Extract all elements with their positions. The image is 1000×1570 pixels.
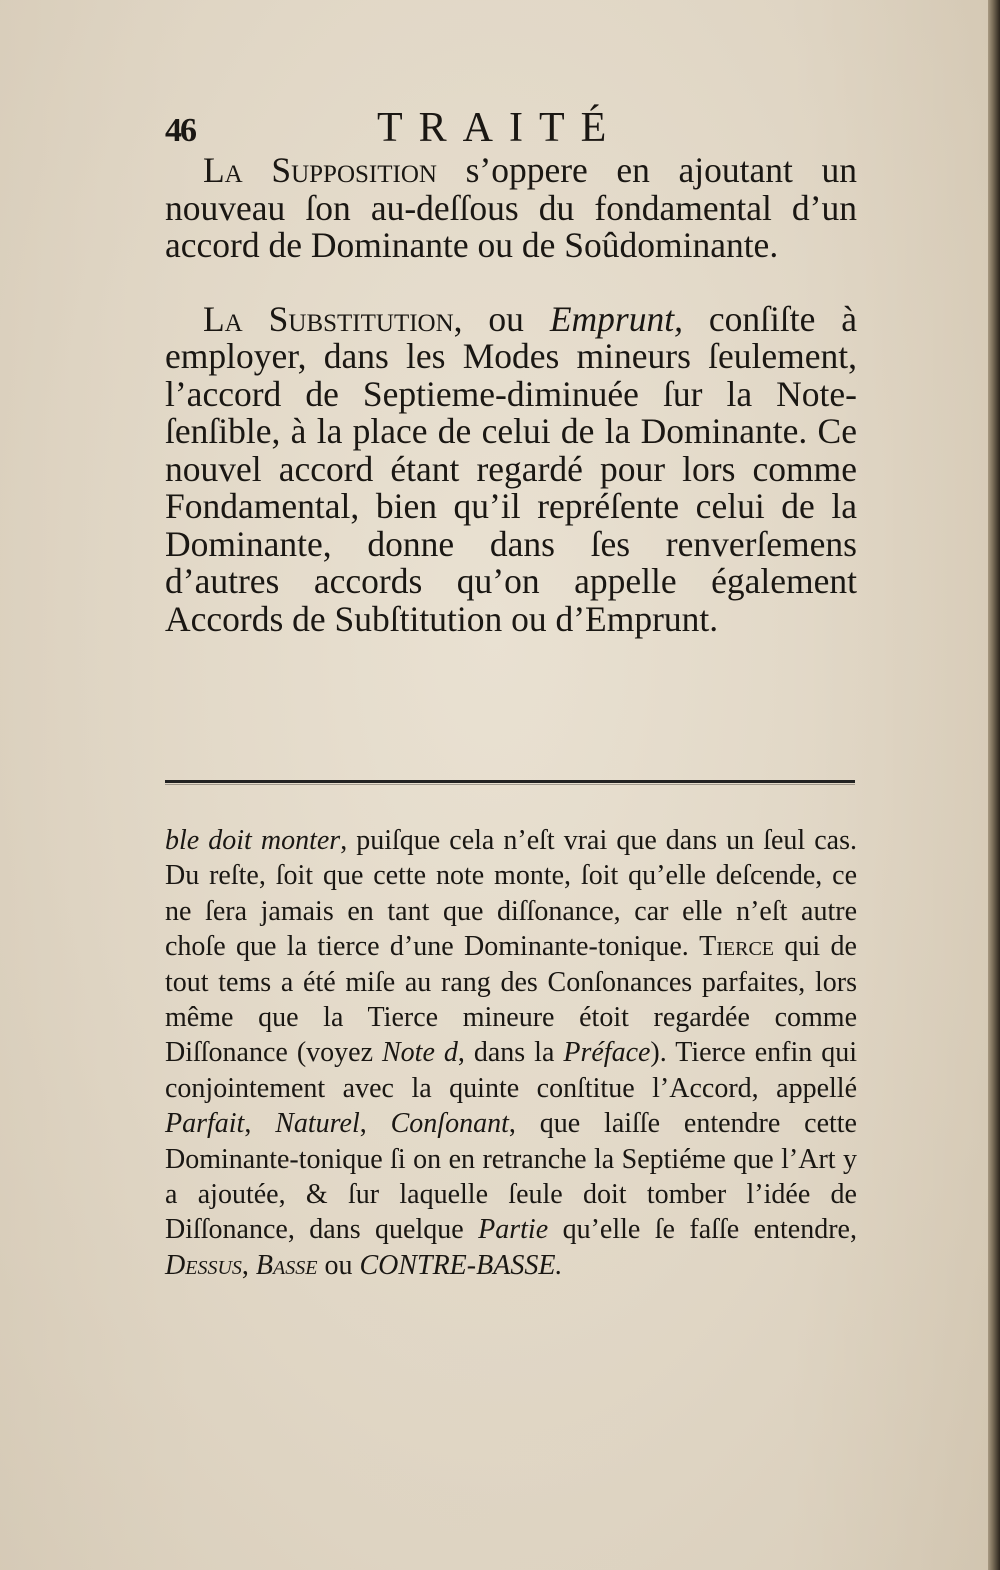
footnote-term-consonant: Conſonant bbox=[390, 1108, 509, 1140]
footnote-run: qu’elle ſe faſſe entendre, bbox=[548, 1214, 857, 1246]
page-number: 46 bbox=[165, 112, 195, 149]
paragraph-substitution bbox=[165, 298, 857, 639]
term-emprunt: Emprunt, bbox=[549, 298, 683, 339]
running-title: TRAITÉ bbox=[377, 105, 623, 151]
footnote-run: , puiſque cela n’eſt vrai que dans un ſeul cas. Du reſte, ſoit que cette note monte, ſoit qu’elle deſcende, ce ne ſera jamais en tant que diſſonance, car elle n’eſt autre choſe que la tierce d’une Dominante-tonique. bbox=[165, 825, 857, 963]
footnote-run: ou bbox=[317, 1249, 360, 1281]
book-edge-shadow bbox=[988, 0, 1000, 1570]
footnote-run: , bbox=[241, 1249, 256, 1281]
paragraph-substitution-text: conſiſte à employer, dans les Modes mineurs ſeulement, l’accord de Septieme-diminuée ſur la Note-ſenſible, à la place de celui de la Dominante. Ce nouvel accord étant regardé pour lors comme Fondamental, bien qu’il repréſente celui de la Dominante, donne dans ſes renverſemens d’autres accords qu’on appelle également Accords de Subſtitution ou d’Emprunt. bbox=[165, 298, 857, 639]
footnote-ref-note-d: Note d bbox=[382, 1037, 458, 1069]
footnote-run: qui de tout tems a été miſe au rang des Conſonances parfaites, lors même que la Tierce mineure étoit regardée comme Diſſonance (voyez bbox=[165, 931, 857, 1069]
footnote-term-dessus: Dessus bbox=[165, 1249, 242, 1281]
footnote-run: ble doit monter bbox=[165, 825, 341, 856]
footnote bbox=[165, 823, 857, 1283]
main-text bbox=[165, 152, 857, 638]
footnote-term-partie: Partie bbox=[478, 1214, 549, 1246]
footnote-run: , bbox=[359, 1108, 391, 1140]
footnote-term-tierce: Tierce bbox=[699, 931, 775, 963]
footnote-run: , dans la bbox=[457, 1037, 564, 1069]
paragraph-supposition bbox=[165, 152, 857, 265]
footnote-separator-rule bbox=[165, 780, 855, 783]
footnote-ref-preface: Préface bbox=[563, 1037, 651, 1069]
footnote-term-parfait: Parfait bbox=[165, 1108, 245, 1140]
footnote-run: ). Tierce enfin qui conjointement avec la quinte conſtitue l’Accord, appellé bbox=[165, 1037, 858, 1104]
footnote-term-naturel: Naturel bbox=[275, 1108, 360, 1140]
footnote-run: , bbox=[244, 1108, 276, 1140]
footnote-run: , que laiſſe entendre cette Dominante-tonique ſi on en retranche la Septiéme que l’Art y a ajoutée, & ſur laquelle ſeule doit tomber l’idée de Diſſonance, dans quelque bbox=[165, 1108, 857, 1246]
footnote-term-contrebasse: CONTRE-BASSE. bbox=[359, 1249, 563, 1281]
separator-text: , ou bbox=[453, 298, 550, 339]
term-substitution: La Substitution bbox=[203, 298, 454, 339]
term-supposition: La Supposition bbox=[203, 150, 437, 190]
page-header bbox=[165, 104, 865, 152]
footnote-text bbox=[165, 823, 857, 1283]
footnote-term-basse: Basse bbox=[255, 1249, 318, 1281]
paragraph-supposition-text: s’oppere en ajoutant un nouveau ſon au-deſſous du fondamental d’un accord de Dominante ou de Soûdominante. bbox=[165, 150, 857, 265]
